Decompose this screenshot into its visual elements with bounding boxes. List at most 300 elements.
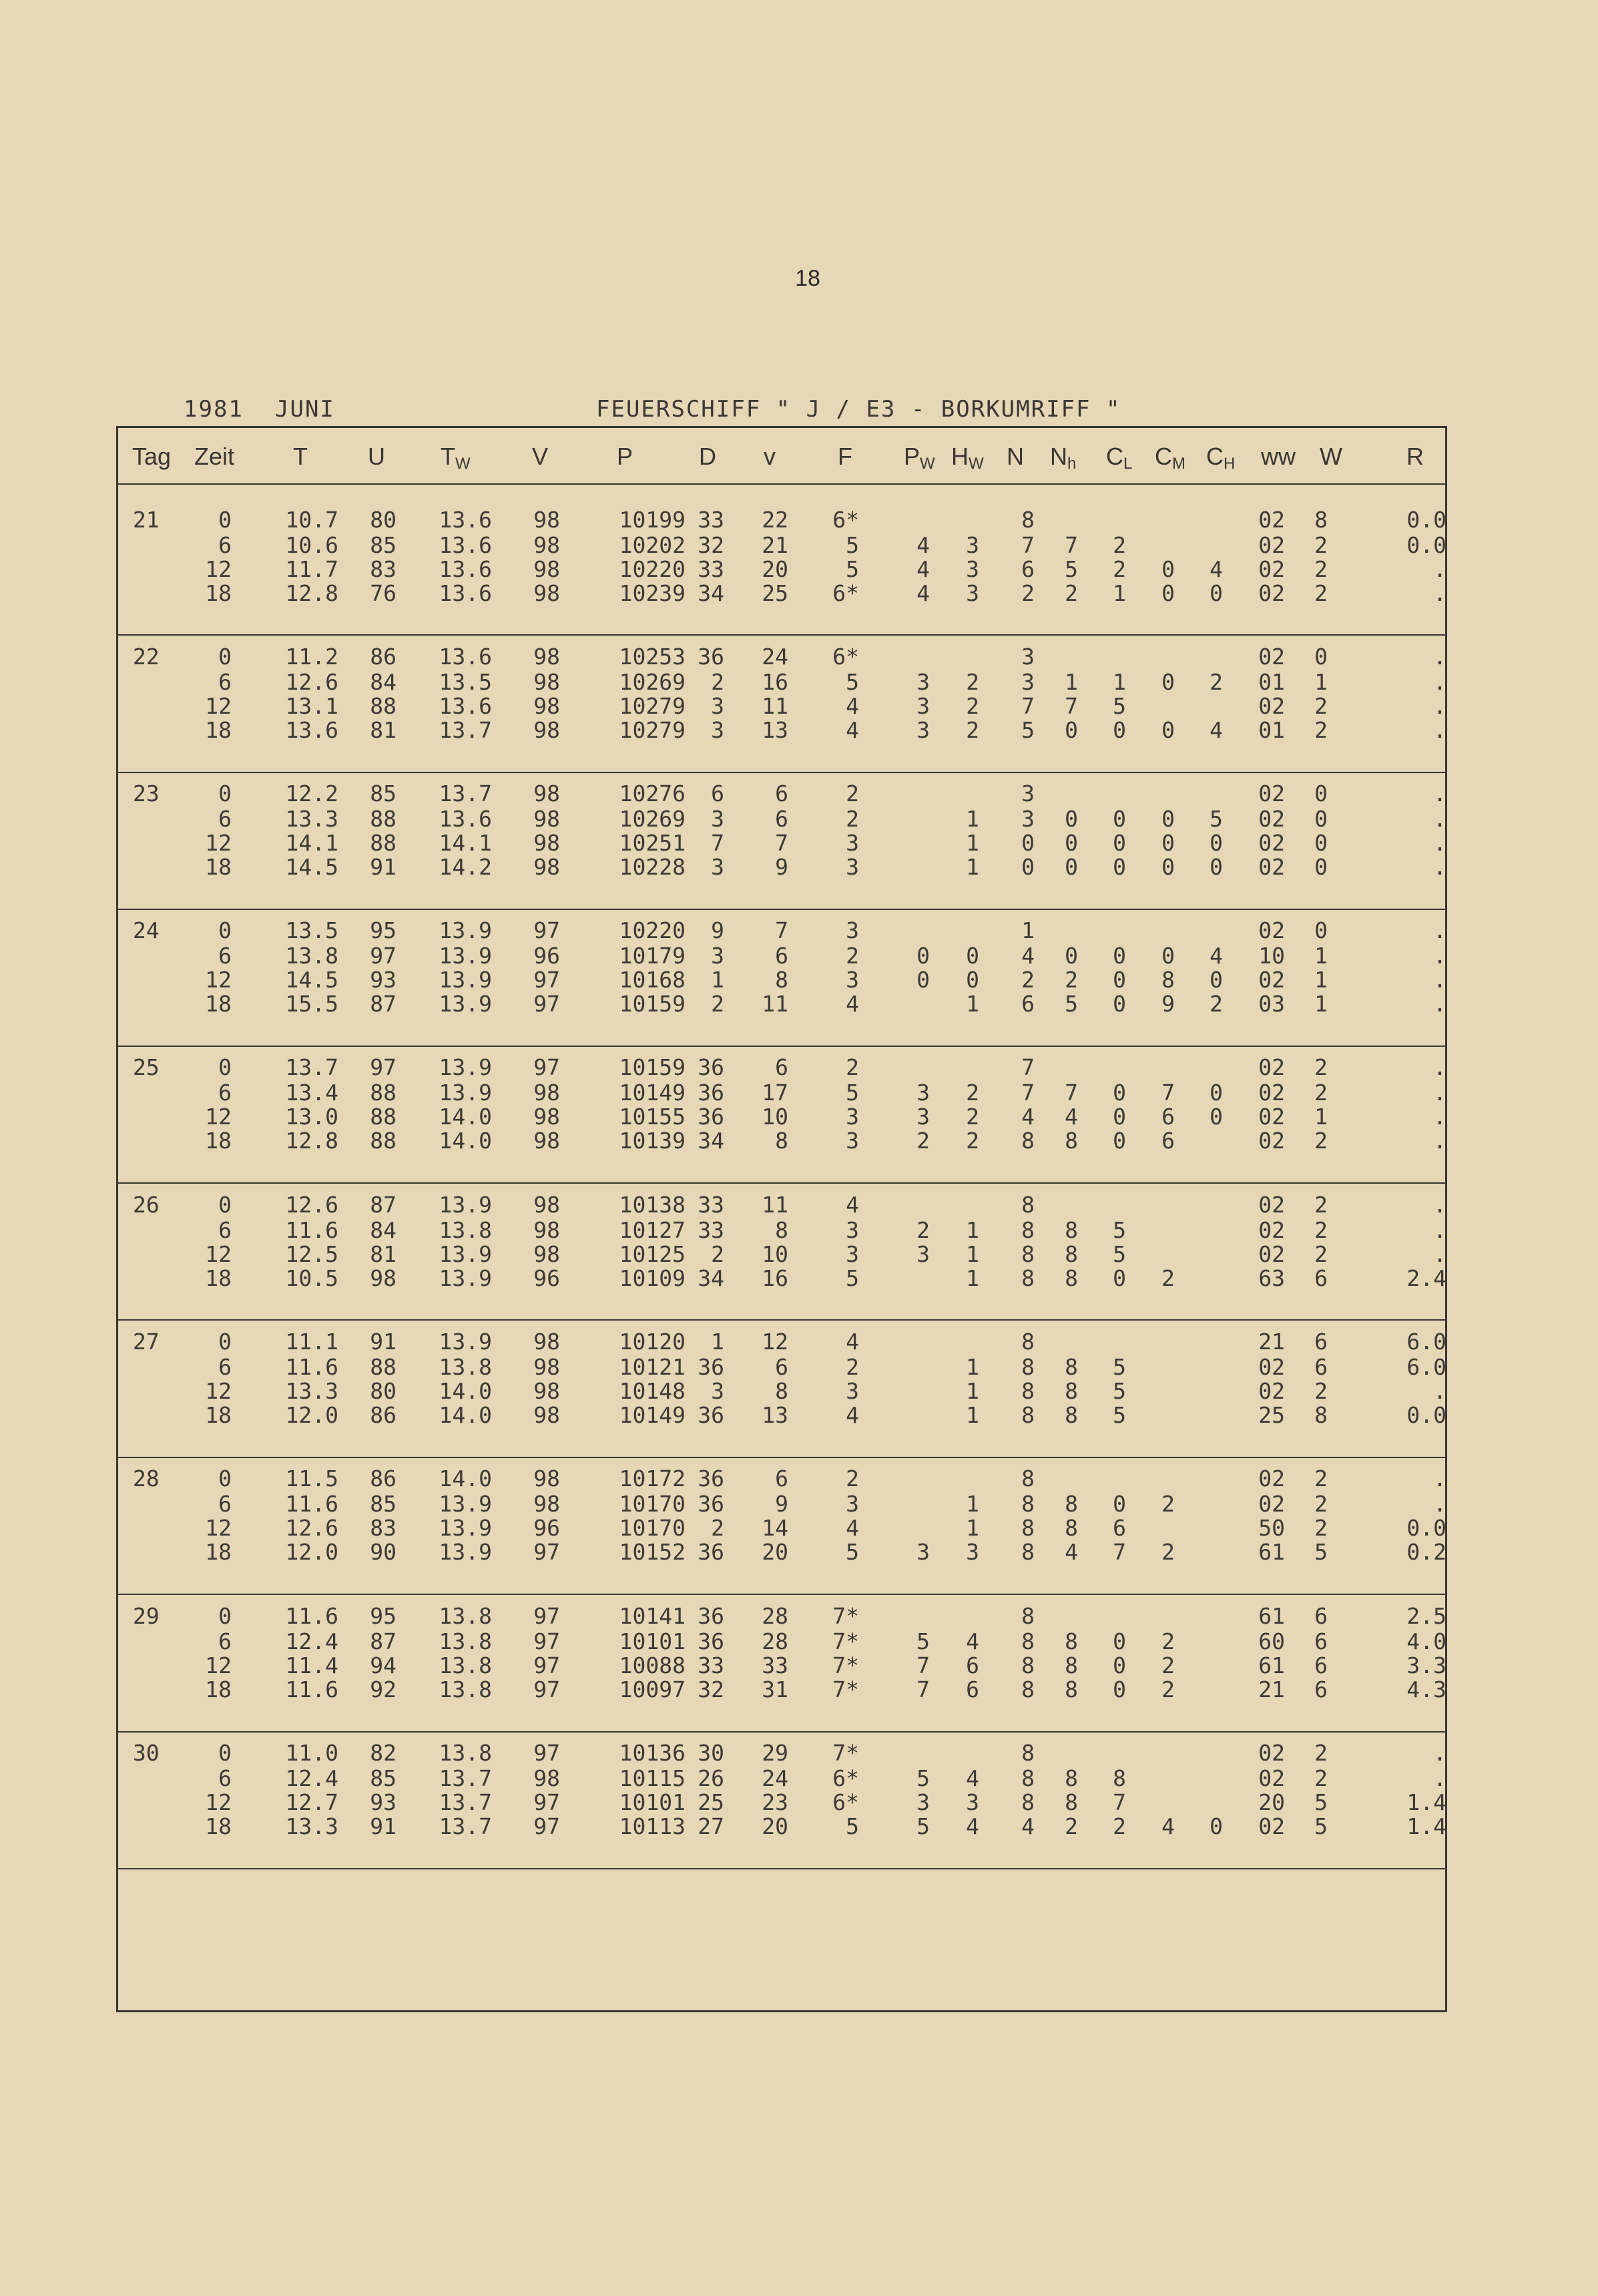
cell-ww: 21 xyxy=(1258,1676,1285,1702)
cell-d: 3 xyxy=(711,717,724,743)
cell-nh: 2 xyxy=(1065,967,1078,993)
cell-n: 8 xyxy=(1021,1789,1035,1815)
cell-f: 3 xyxy=(846,1128,859,1154)
cell-v: 98 xyxy=(533,1080,560,1106)
cell-d: 36 xyxy=(698,1465,724,1491)
cell-n: 8 xyxy=(1021,1539,1035,1565)
cell-p: 10109 xyxy=(619,1265,686,1291)
cell-f: 3 xyxy=(846,1491,859,1517)
cell-pw: 2 xyxy=(916,1128,930,1154)
cell-tw: 13.8 xyxy=(439,1354,492,1380)
cell-d: 30 xyxy=(698,1740,724,1766)
cell-f: 3 xyxy=(846,1217,859,1243)
cell-tw: 13.7 xyxy=(439,717,492,743)
cell-pw: 5 xyxy=(916,1628,930,1654)
cell-p: 10149 xyxy=(619,1080,686,1106)
header-r: R xyxy=(1406,443,1424,470)
cell-tw: 13.8 xyxy=(439,1676,492,1702)
cell-v: 98 xyxy=(533,1128,560,1154)
title-year: 1981 xyxy=(184,396,244,423)
cell-vv: 29 xyxy=(762,1740,788,1766)
cell-vv: 11 xyxy=(762,1192,788,1218)
cell-hw: 3 xyxy=(966,532,979,558)
cell-u: 87 xyxy=(370,991,396,1017)
table-header xyxy=(118,428,1445,485)
cell-ww: 61 xyxy=(1258,1652,1285,1678)
cell-n: 6 xyxy=(1021,556,1035,582)
cell-tw: 13.9 xyxy=(439,1080,492,1106)
cell-hw: 0 xyxy=(966,967,979,993)
cell-u: 86 xyxy=(370,1402,396,1428)
cell-v: 96 xyxy=(533,943,560,969)
cell-u: 92 xyxy=(370,1676,396,1702)
cell-tw: 13.9 xyxy=(439,1491,492,1517)
cell-f: 5 xyxy=(846,1813,859,1839)
data-table xyxy=(116,426,1447,2012)
cell-v: 98 xyxy=(533,1465,560,1491)
cell-f: 3 xyxy=(846,854,859,880)
cell-p: 10120 xyxy=(619,1329,686,1355)
cell-zeit: 0 xyxy=(218,1603,232,1629)
cell-ww: 02 xyxy=(1258,532,1285,558)
cell-p: 10159 xyxy=(619,991,686,1017)
cell-ww: 02 xyxy=(1258,1765,1285,1791)
cell-t: 11.7 xyxy=(285,556,338,582)
cell-vv: 8 xyxy=(775,1128,788,1154)
cell-w: 6 xyxy=(1314,1676,1328,1702)
cell-p: 10170 xyxy=(619,1515,686,1541)
cell-zeit: 6 xyxy=(218,532,232,558)
cell-nh: 2 xyxy=(1065,1813,1078,1839)
cell-ww: 02 xyxy=(1258,1192,1285,1218)
cell-v: 98 xyxy=(533,1241,560,1267)
cell-n: 3 xyxy=(1021,780,1035,807)
cell-f: 3 xyxy=(846,967,859,993)
cell-zeit: 6 xyxy=(218,1765,232,1791)
cell-p: 10168 xyxy=(619,967,686,993)
cell-ww: 61 xyxy=(1258,1603,1285,1629)
cell-nh: 7 xyxy=(1065,532,1078,558)
cell-tw: 13.7 xyxy=(439,1813,492,1839)
title-month: JUNI xyxy=(275,396,335,423)
cell-nh: 0 xyxy=(1065,717,1078,743)
cell-f: 6* xyxy=(832,1789,859,1815)
cell-pw: 5 xyxy=(916,1765,930,1791)
cell-vv: 24 xyxy=(762,644,788,670)
cell-d: 33 xyxy=(698,1217,724,1243)
cell-ww: 01 xyxy=(1258,669,1285,695)
cell-n: 8 xyxy=(1021,1515,1035,1541)
cell-tw: 13.9 xyxy=(439,967,492,993)
cell-d: 33 xyxy=(698,1652,724,1678)
cell-v: 98 xyxy=(533,556,560,582)
day-label: 29 xyxy=(133,1603,160,1629)
cell-cl: 1 xyxy=(1113,669,1126,695)
cell-r: 0.0 xyxy=(1406,1402,1446,1428)
cell-d: 9 xyxy=(711,917,724,943)
cell-hw: 2 xyxy=(966,717,979,743)
cell-hw: 3 xyxy=(966,580,979,606)
cell-r: 0.2 xyxy=(1406,1539,1446,1565)
cell-f: 3 xyxy=(846,1104,859,1130)
cell-w: 0 xyxy=(1314,780,1328,807)
day-label: 23 xyxy=(133,780,160,807)
cell-v: 97 xyxy=(533,1539,560,1565)
cell-w: 2 xyxy=(1314,1080,1328,1106)
cell-hw: 3 xyxy=(966,1789,979,1815)
cell-t: 12.7 xyxy=(285,1789,338,1815)
cell-tw: 13.9 xyxy=(439,1054,492,1080)
cell-r: . xyxy=(1433,1465,1446,1491)
cell-n: 8 xyxy=(1021,1378,1035,1404)
cell-p: 10279 xyxy=(619,693,686,719)
cell-tw: 13.7 xyxy=(439,780,492,807)
cell-d: 36 xyxy=(698,1054,724,1080)
cell-nh: 8 xyxy=(1065,1378,1078,1404)
cell-ch: 0 xyxy=(1210,1080,1223,1106)
cell-t: 12.6 xyxy=(285,669,338,695)
cell-w: 1 xyxy=(1314,669,1328,695)
cell-r: 4.0 xyxy=(1406,1628,1446,1654)
cell-u: 88 xyxy=(370,806,396,832)
cell-hw: 1 xyxy=(966,830,979,856)
cell-n: 8 xyxy=(1021,1241,1035,1267)
cell-f: 2 xyxy=(846,1354,859,1380)
cell-p: 10279 xyxy=(619,717,686,743)
cell-d: 1 xyxy=(711,1329,724,1355)
cell-vv: 6 xyxy=(775,1354,788,1380)
cell-cl: 0 xyxy=(1113,1628,1126,1654)
cell-pw: 7 xyxy=(916,1676,930,1702)
cell-p: 10127 xyxy=(619,1217,686,1243)
cell-r: 6.0 xyxy=(1406,1329,1446,1355)
cell-u: 80 xyxy=(370,507,396,533)
cell-u: 91 xyxy=(370,1813,396,1839)
cell-ww: 02 xyxy=(1258,1054,1285,1080)
cell-r: . xyxy=(1433,1128,1446,1154)
cell-hw: 1 xyxy=(966,991,979,1017)
cell-ww: 02 xyxy=(1258,1813,1285,1839)
cell-vv: 7 xyxy=(775,917,788,943)
cell-u: 84 xyxy=(370,669,396,695)
cell-u: 88 xyxy=(370,1128,396,1154)
cell-hw: 4 xyxy=(966,1765,979,1791)
cell-u: 93 xyxy=(370,1789,396,1815)
cell-v: 98 xyxy=(533,580,560,606)
day-separator xyxy=(118,1319,1445,1321)
cell-d: 3 xyxy=(711,943,724,969)
cell-p: 10253 xyxy=(619,644,686,670)
cell-n: 8 xyxy=(1021,1603,1035,1629)
cell-nh: 4 xyxy=(1065,1104,1078,1130)
cell-v: 98 xyxy=(533,717,560,743)
cell-f: 2 xyxy=(846,943,859,969)
cell-n: 7 xyxy=(1021,693,1035,719)
cell-zeit: 12 xyxy=(205,556,232,582)
cell-w: 2 xyxy=(1314,1491,1328,1517)
cell-p: 10269 xyxy=(619,806,686,832)
cell-n: 8 xyxy=(1021,1217,1035,1243)
header-v: V xyxy=(532,443,549,470)
day-separator xyxy=(118,772,1445,773)
cell-r: 3.3 xyxy=(1406,1652,1446,1678)
cell-hw: 1 xyxy=(966,1515,979,1541)
cell-w: 0 xyxy=(1314,830,1328,856)
cell-w: 0 xyxy=(1314,644,1328,670)
cell-vv: 16 xyxy=(762,1265,788,1291)
cell-v: 98 xyxy=(533,854,560,880)
cell-zeit: 18 xyxy=(205,1676,232,1702)
cell-u: 93 xyxy=(370,967,396,993)
cell-hw: 1 xyxy=(966,1402,979,1428)
cell-vv: 20 xyxy=(762,556,788,582)
cell-cl: 5 xyxy=(1113,1354,1126,1380)
cell-n: 8 xyxy=(1021,1265,1035,1291)
cell-nh: 2 xyxy=(1065,580,1078,606)
cell-t: 11.0 xyxy=(285,1740,338,1766)
cell-cm: 0 xyxy=(1161,556,1175,582)
cell-cm: 7 xyxy=(1161,1080,1175,1106)
cell-vv: 11 xyxy=(762,991,788,1017)
cell-v: 98 xyxy=(533,1765,560,1791)
cell-d: 34 xyxy=(698,1128,724,1154)
header-ww: ww xyxy=(1261,443,1296,470)
cell-tw: 13.9 xyxy=(439,943,492,969)
cell-d: 34 xyxy=(698,1265,724,1291)
cell-n: 8 xyxy=(1021,1740,1035,1766)
cell-cm: 0 xyxy=(1161,669,1175,695)
cell-n: 0 xyxy=(1021,854,1035,880)
cell-n: 2 xyxy=(1021,580,1035,606)
cell-tw: 14.0 xyxy=(439,1465,492,1491)
cell-t: 13.3 xyxy=(285,806,338,832)
cell-d: 25 xyxy=(698,1789,724,1815)
cell-pw: 7 xyxy=(916,1652,930,1678)
cell-n: 6 xyxy=(1021,991,1035,1017)
cell-t: 12.8 xyxy=(285,580,338,606)
cell-r: 0.0 xyxy=(1406,1515,1446,1541)
cell-w: 2 xyxy=(1314,1241,1328,1267)
cell-r: 4.3 xyxy=(1406,1676,1446,1702)
cell-n: 8 xyxy=(1021,1765,1035,1791)
cell-p: 10138 xyxy=(619,1192,686,1218)
day-separator xyxy=(118,1731,1445,1733)
cell-cm: 2 xyxy=(1161,1652,1175,1678)
cell-d: 32 xyxy=(698,1676,724,1702)
cell-pw: 3 xyxy=(916,669,930,695)
cell-p: 10199 xyxy=(619,507,686,533)
cell-t: 14.1 xyxy=(285,830,338,856)
cell-w: 2 xyxy=(1314,532,1328,558)
cell-t: 13.1 xyxy=(285,693,338,719)
cell-ww: 25 xyxy=(1258,1402,1285,1428)
cell-zeit: 18 xyxy=(205,854,232,880)
cell-t: 12.5 xyxy=(285,1241,338,1267)
cell-ww: 02 xyxy=(1258,967,1285,993)
cell-zeit: 18 xyxy=(205,1539,232,1565)
cell-p: 10220 xyxy=(619,556,686,582)
cell-hw: 1 xyxy=(966,806,979,832)
cell-ch: 0 xyxy=(1210,854,1223,880)
cell-zeit: 6 xyxy=(218,1354,232,1380)
cell-r: . xyxy=(1433,1104,1446,1130)
header-f: F xyxy=(838,443,852,470)
cell-r: . xyxy=(1433,1192,1446,1218)
cell-w: 8 xyxy=(1314,1402,1328,1428)
cell-p: 10228 xyxy=(619,854,686,880)
cell-zeit: 18 xyxy=(205,717,232,743)
cell-t: 11.5 xyxy=(285,1465,338,1491)
cell-r: . xyxy=(1433,1491,1446,1517)
cell-ww: 02 xyxy=(1258,917,1285,943)
cell-w: 2 xyxy=(1314,556,1328,582)
cell-cl: 0 xyxy=(1113,1104,1126,1130)
cell-r: . xyxy=(1433,1217,1446,1243)
cell-f: 4 xyxy=(846,1192,859,1218)
cell-f: 5 xyxy=(846,1265,859,1291)
cell-cl: 5 xyxy=(1113,693,1126,719)
cell-p: 10220 xyxy=(619,917,686,943)
cell-zeit: 12 xyxy=(205,1515,232,1541)
cell-ww: 50 xyxy=(1258,1515,1285,1541)
cell-vv: 6 xyxy=(775,1465,788,1491)
cell-cl: 5 xyxy=(1113,1402,1126,1428)
cell-t: 11.1 xyxy=(285,1329,338,1355)
cell-ww: 21 xyxy=(1258,1329,1285,1355)
cell-vv: 20 xyxy=(762,1539,788,1565)
cell-hw: 2 xyxy=(966,1104,979,1130)
cell-f: 7* xyxy=(832,1628,859,1654)
cell-nh: 7 xyxy=(1065,1080,1078,1106)
cell-p: 10097 xyxy=(619,1676,686,1702)
cell-d: 33 xyxy=(698,507,724,533)
cell-v: 97 xyxy=(533,1628,560,1654)
cell-r: 2.5 xyxy=(1406,1603,1446,1629)
cell-vv: 8 xyxy=(775,1217,788,1243)
cell-vv: 25 xyxy=(762,580,788,606)
cell-vv: 24 xyxy=(762,1765,788,1791)
cell-cm: 0 xyxy=(1161,830,1175,856)
cell-ww: 02 xyxy=(1258,507,1285,533)
cell-n: 3 xyxy=(1021,806,1035,832)
header-t: T xyxy=(293,443,308,470)
cell-tw: 14.0 xyxy=(439,1378,492,1404)
cell-w: 5 xyxy=(1314,1539,1328,1565)
cell-zeit: 0 xyxy=(218,1192,232,1218)
cell-u: 85 xyxy=(370,1491,396,1517)
cell-tw: 13.6 xyxy=(439,644,492,670)
cell-tw: 13.7 xyxy=(439,1789,492,1815)
cell-u: 95 xyxy=(370,917,396,943)
cell-ww: 03 xyxy=(1258,991,1285,1017)
cell-v: 97 xyxy=(533,991,560,1017)
cell-nh: 8 xyxy=(1065,1354,1078,1380)
cell-d: 3 xyxy=(711,806,724,832)
cell-pw: 4 xyxy=(916,532,930,558)
cell-t: 14.5 xyxy=(285,854,338,880)
cell-cm: 2 xyxy=(1161,1676,1175,1702)
cell-u: 88 xyxy=(370,693,396,719)
cell-cl: 5 xyxy=(1113,1378,1126,1404)
cell-u: 90 xyxy=(370,1539,396,1565)
cell-zeit: 18 xyxy=(205,1265,232,1291)
cell-cl: 1 xyxy=(1113,580,1126,606)
cell-zeit: 6 xyxy=(218,1491,232,1517)
cell-zeit: 12 xyxy=(205,1378,232,1404)
cell-tw: 13.6 xyxy=(439,556,492,582)
cell-w: 2 xyxy=(1314,1128,1328,1154)
cell-u: 81 xyxy=(370,1241,396,1267)
cell-f: 7* xyxy=(832,1676,859,1702)
cell-d: 36 xyxy=(698,1354,724,1380)
cell-v: 97 xyxy=(533,1676,560,1702)
cell-w: 6 xyxy=(1314,1652,1328,1678)
cell-d: 33 xyxy=(698,1192,724,1218)
cell-n: 3 xyxy=(1021,644,1035,670)
cell-hw: 1 xyxy=(966,854,979,880)
cell-tw: 13.5 xyxy=(439,669,492,695)
header-vv: v xyxy=(764,443,776,470)
cell-f: 3 xyxy=(846,830,859,856)
cell-w: 6 xyxy=(1314,1265,1328,1291)
cell-nh: 0 xyxy=(1065,806,1078,832)
cell-zeit: 6 xyxy=(218,1217,232,1243)
header-n: N xyxy=(1007,443,1024,470)
cell-t: 11.6 xyxy=(285,1354,338,1380)
cell-hw: 3 xyxy=(966,1539,979,1565)
cell-tw: 13.8 xyxy=(439,1217,492,1243)
cell-nh: 0 xyxy=(1065,830,1078,856)
cell-n: 8 xyxy=(1021,1676,1035,1702)
cell-p: 10101 xyxy=(619,1789,686,1815)
cell-pw: 3 xyxy=(916,1241,930,1267)
cell-u: 88 xyxy=(370,1104,396,1130)
cell-v: 98 xyxy=(533,507,560,533)
cell-vv: 8 xyxy=(775,1378,788,1404)
cell-r: . xyxy=(1433,854,1446,880)
cell-p: 10202 xyxy=(619,532,686,558)
cell-tw: 13.6 xyxy=(439,693,492,719)
cell-hw: 1 xyxy=(966,1354,979,1380)
cell-ww: 60 xyxy=(1258,1628,1285,1654)
cell-zeit: 18 xyxy=(205,991,232,1017)
cell-zeit: 12 xyxy=(205,830,232,856)
cell-cl: 7 xyxy=(1113,1539,1126,1565)
cell-u: 80 xyxy=(370,1378,396,1404)
cell-v: 98 xyxy=(533,780,560,807)
cell-zeit: 18 xyxy=(205,1128,232,1154)
cell-p: 10155 xyxy=(619,1104,686,1130)
cell-cm: 2 xyxy=(1161,1265,1175,1291)
cell-w: 2 xyxy=(1314,1740,1328,1766)
cell-ww: 02 xyxy=(1258,1465,1285,1491)
cell-vv: 6 xyxy=(775,780,788,807)
cell-u: 84 xyxy=(370,1217,396,1243)
cell-r: . xyxy=(1433,1740,1446,1766)
cell-vv: 8 xyxy=(775,967,788,993)
cell-ww: 02 xyxy=(1258,580,1285,606)
day-label: 22 xyxy=(133,644,160,670)
cell-p: 10269 xyxy=(619,669,686,695)
cell-hw: 1 xyxy=(966,1241,979,1267)
cell-zeit: 12 xyxy=(205,1241,232,1267)
cell-u: 87 xyxy=(370,1628,396,1654)
cell-r: 0.0 xyxy=(1406,507,1446,533)
cell-pw: 5 xyxy=(916,1813,930,1839)
cell-t: 13.7 xyxy=(285,1054,338,1080)
cell-vv: 9 xyxy=(775,1491,788,1517)
cell-cl: 0 xyxy=(1113,1652,1126,1678)
